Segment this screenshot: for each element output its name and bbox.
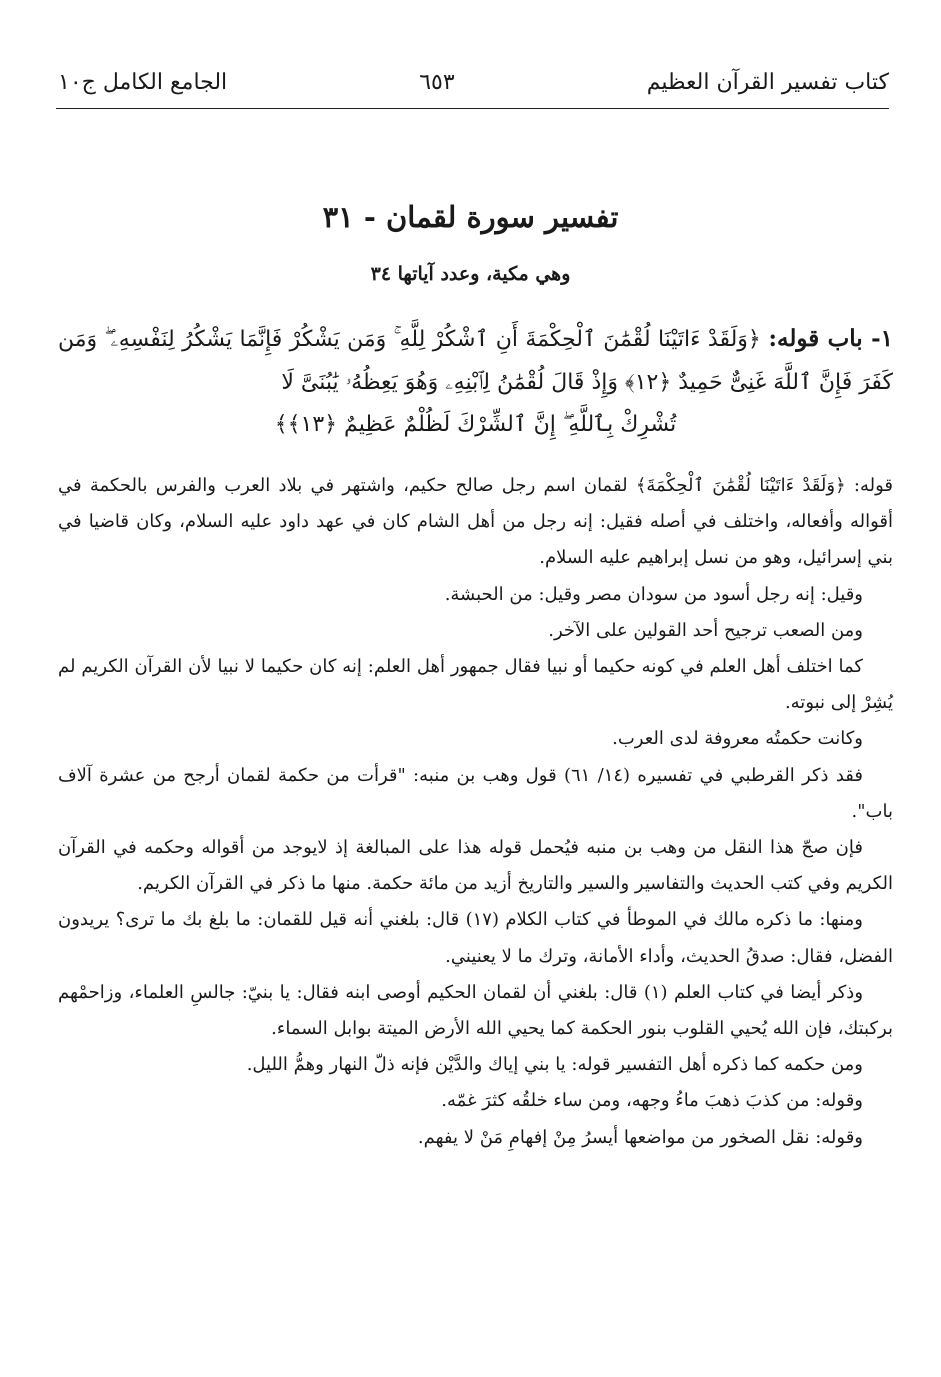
paragraph: فقد ذكر القرطبي في تفسيره (١٤/ ٦١) قول وهب بن منبه: "قرأت من حكمة لقمان أرجح من عشرة آلاف باب". [58,764,893,822]
paragraph: وكانت حكمتُه معروفة لدى العرب. [612,728,863,750]
quran-verse-text: ﴿وَلَقَدْ ءَاتَيْنَا لُقْمَٰنَ ٱلْحِكْمَةَ أَنِ ٱشْكُرْ لِلَّهِ ۚ وَمَن يَشْكُرْ فَإِنَّمَا يَشْكُرُ لِنَفْسِهِۦ ۖ وَمَن كَفَرَ فَإِنَّ ٱللَّهَ غَنِىٌّ حَمِيدٌ ﴿١٢﴾ وَإِذْ قَالَ لُقْمَٰنُ لِٱبْنِهِۦ وَهُوَ يَعِظُهُۥ يَٰبُنَىَّ لَا [58,327,893,395]
paragraph: وقوله: من كذبَ ذهبَ ماءُ وجهه، ومن ساء خلقُه كثرَ غمّه. [441,1090,863,1112]
paragraph-prefix: قوله: [845,475,893,496]
section-verse-block [58,318,893,446]
section-heading: ١- باب قوله: [768,325,894,352]
paragraph: وذكر أيضا في كتاب العلم (١) قال: بلغني أن لقمان الحكيم أوصى ابنه فقال: يا بنيّ: جالسِ العلماء، وزاحمْهم بركبتك، فإن الله يُحيي القلوب بنور الحكمة كما يحيي الله الأرض الميتة بوابل السماء. [58,981,893,1040]
paragraph: ومن حكمه كما ذكره أهل التفسير قوله: يا بني إياك والدَّيْن فإنه ذلّ النهار وهمُّ الليل. [246,1054,863,1076]
page-number: ٦٥٣ [419,69,455,95]
chapter-subtitle: وهي مكية، وعدد آياتها ٣٤ [370,263,571,285]
running-header [58,62,889,102]
paragraph: وقيل: إنه رجل أسود من سودان مصر وقيل: من الحبشة. [444,583,863,605]
paragraph [58,468,893,577]
book-title: كتاب تفسير القرآن العظيم [646,69,889,95]
quran-quote: ﴿وَلَقَدْ ءَاتَيْنَا لُقْمَٰنَ ٱلْحِكْمَةَ﴾ [635,475,846,496]
paragraph: ومن الصعب ترجيح أحد القولين على الآخر. [548,619,863,641]
paragraph-text: لقمان اسم رجل صالح حكيم، واشتهر في بلاد العرب والفرس بالحكمة في أقواله وأفعاله، واختلف في أصله فقيل: إنه رجل من أهل الشام كان في عهد داود عليه السلام، وكان قاضيا في بني إسرائيل، وهو من نسل إبراهيم عليه السلام. [58,475,893,569]
paragraph: كما اختلف أهل العلم في كونه حكيما أو نبيا فقال جمهور أهل العلم: إنه كان حكيما لا نبيا لأن القرآن الكريم لم يُشِرْ إلى نبوته. [58,656,893,714]
paragraph: فإن صحّ هذا النقل من وهب بن منبه فيُحمل قوله هذا على المبالغة إذ لايوجد من أقواله وحكمه في القرآن الكريم وفي كتب الحديث والتفاسير والسير والتاريخ أزيد من مائة حكمة. منها ما ذكر في القرآن الكريم. [58,837,893,895]
paragraph: ومنها: ما ذكره مالك في الموطأ في كتاب الكلام (١٧) قال: بلغني أنه قيل للقمان: ما بلغ بك ما ترى؟ يريدون الفضل، فقال: صدقُ الحديث، وأداء الأمانة، وترك ما لا يعنيني. [58,909,893,967]
chapter-title: تفسير سورة لقمان - ٣١ [322,200,619,234]
header-divider [56,108,889,109]
paragraph: وقوله: نقل الصخور من مواضعها أيسرُ مِنْ إفهامِ مَنْ لا يفهم. [417,1126,863,1148]
volume-label: الجامع الكامل ج١٠ [58,69,228,95]
quran-verse-text-end: تُشْرِكْ بِٱللَّهِ ۖ إِنَّ ٱلشِّرْكَ لَظُلْمٌ عَظِيمٌ ﴿١٣﴾﴾ [274,412,677,437]
commentary-body [58,468,893,1156]
